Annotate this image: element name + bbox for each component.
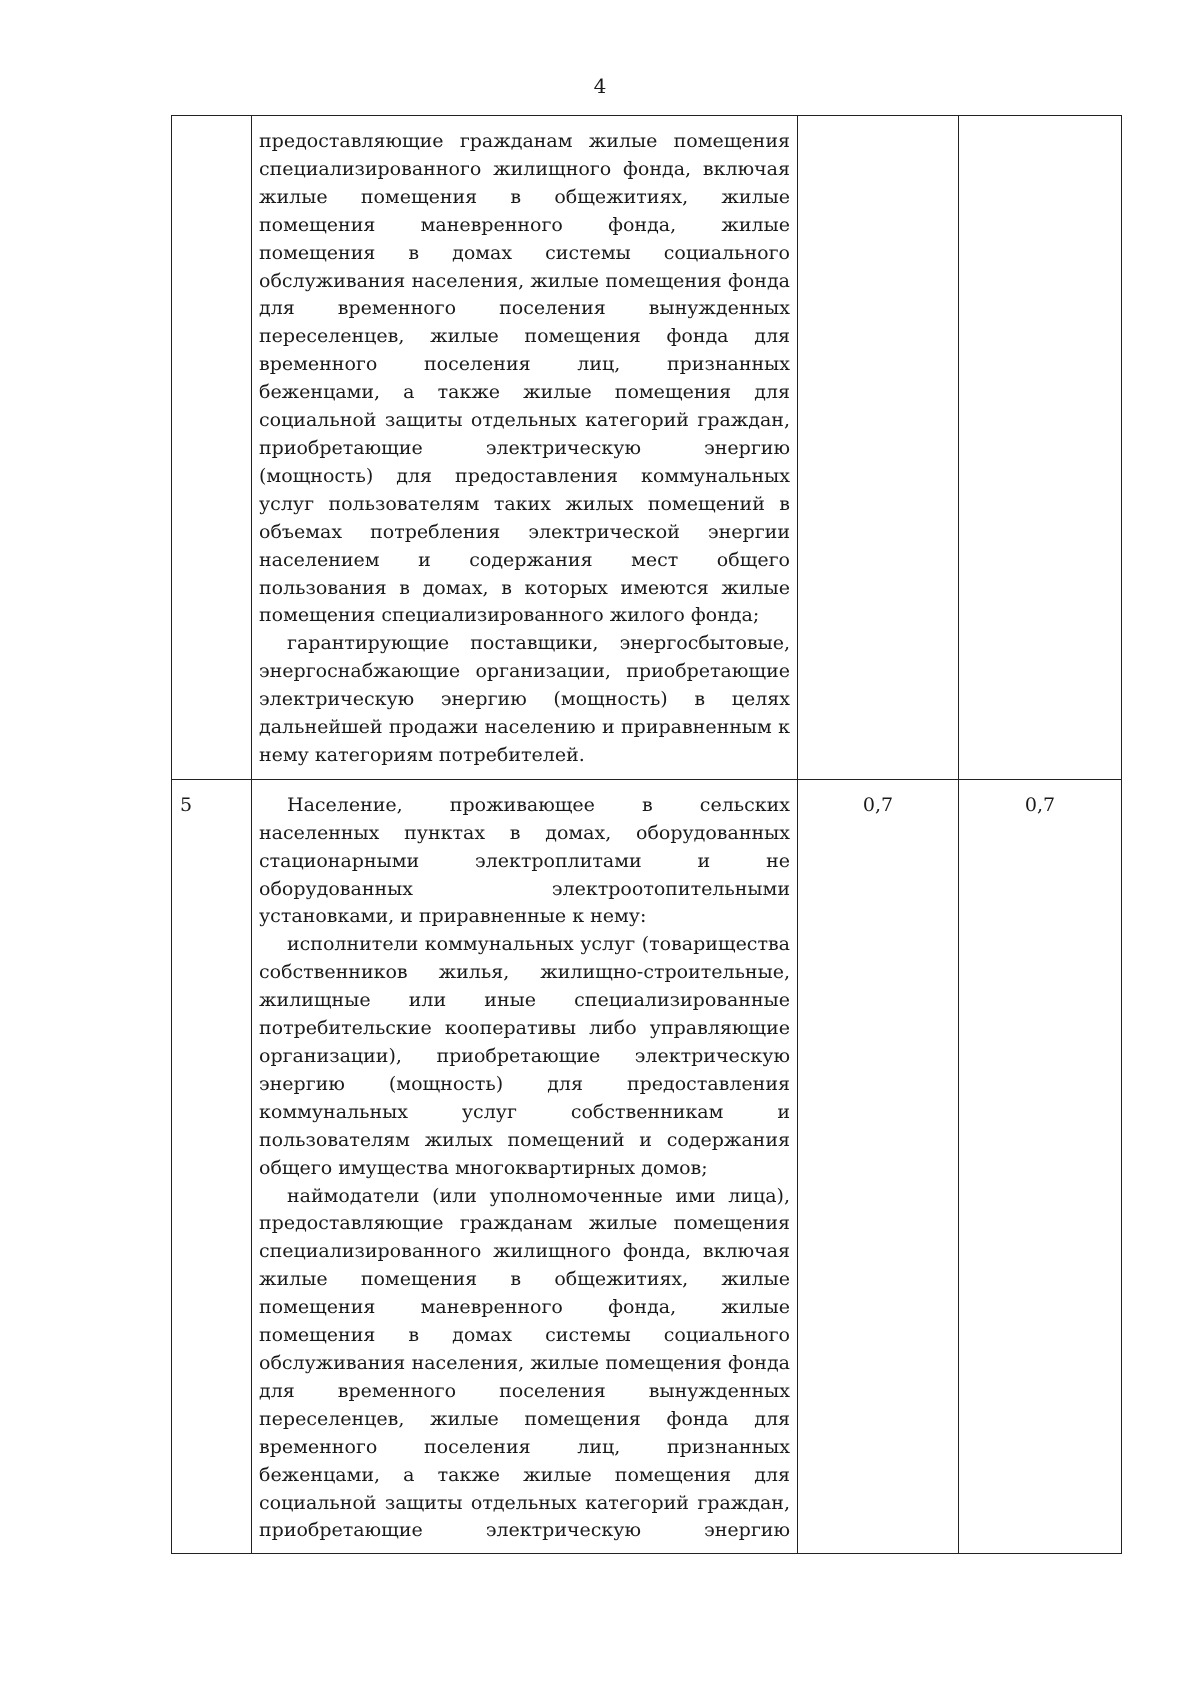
description-paragraph: предоставляющие гражданам жилые помещения специализированного жилищного фонда, включая жилые помещения в общежитиях, жилые помещения маневренного фонда, жилые помещения в домах системы социального обслуживания населения, жилые помещения фонда для временного поселения вынужденных переселенцев, жилые помещения фонда для временного поселения лиц, признанных беженцами, а также жилые помещения для социальной защиты отдельных категорий граждан, приобретающие электрическую энергию (мощность) для предоставления коммунальных услуг пользователям таких жилых помещений в объемах потребления электрической энергии населением и содержания мест общего пользования в домах, в которых имеются жилые помещения специализированного жилого фонда; — [259, 130, 790, 627]
row-number-cell: 5 — [172, 779, 252, 1553]
tariff-table — [171, 115, 1122, 1554]
value-cell-2: 0,7 — [959, 779, 1122, 1553]
row-number-cell — [172, 116, 252, 780]
description-paragraph: гарантирующие поставщики, энергосбытовые, энергоснабжающие организации, приобретающие электрическую энергию (мощность) в целях дальнейшей продажи населению и приравненным к нему категориям потребителей. — [259, 632, 790, 766]
description-paragraph: Население, проживающее в сельских населенных пунктах в домах, оборудованных стационарными электроплитами и не оборудованных электроотопительными установками, и приравненные к нему: — [259, 793, 790, 928]
table-row — [172, 779, 1122, 1553]
table-row — [172, 116, 1122, 780]
page-number: 4 — [593, 74, 607, 98]
value-cell-1 — [798, 116, 959, 780]
row-description-cell — [252, 779, 798, 1553]
description-paragraph: наймодатели (или уполномоченные ими лица), предоставляющие гражданам жилые помещения специализированного жилищного фонда, включая жилые помещения в общежитиях, жилые помещения маневренного фонда, жилые помещения в домах системы социального обслуживания населения, жилые помещения фонда для временного поселения вынужденных переселенцев, жилые помещения фонда для временного поселения лиц, признанных беженцами, а также жилые помещения для социальной защиты отдельных категорий граждан, приобретающие электрическую энергию — [259, 1184, 790, 1542]
row-description-cell — [252, 116, 798, 780]
value-cell-2 — [959, 116, 1122, 780]
value-cell-1: 0,7 — [798, 779, 959, 1553]
description-paragraph: исполнители коммунальных услуг (товарищества собственников жилья, жилищно-строительные, жилищные или иные специализированные потребительские кооперативы либо управляющие организации), приобретающие электрическую энергию (мощность) для предоставления коммунальных услуг собственникам и пользователям жилых помещений и содержания общего имущества многоквартирных домов; — [259, 933, 790, 1179]
